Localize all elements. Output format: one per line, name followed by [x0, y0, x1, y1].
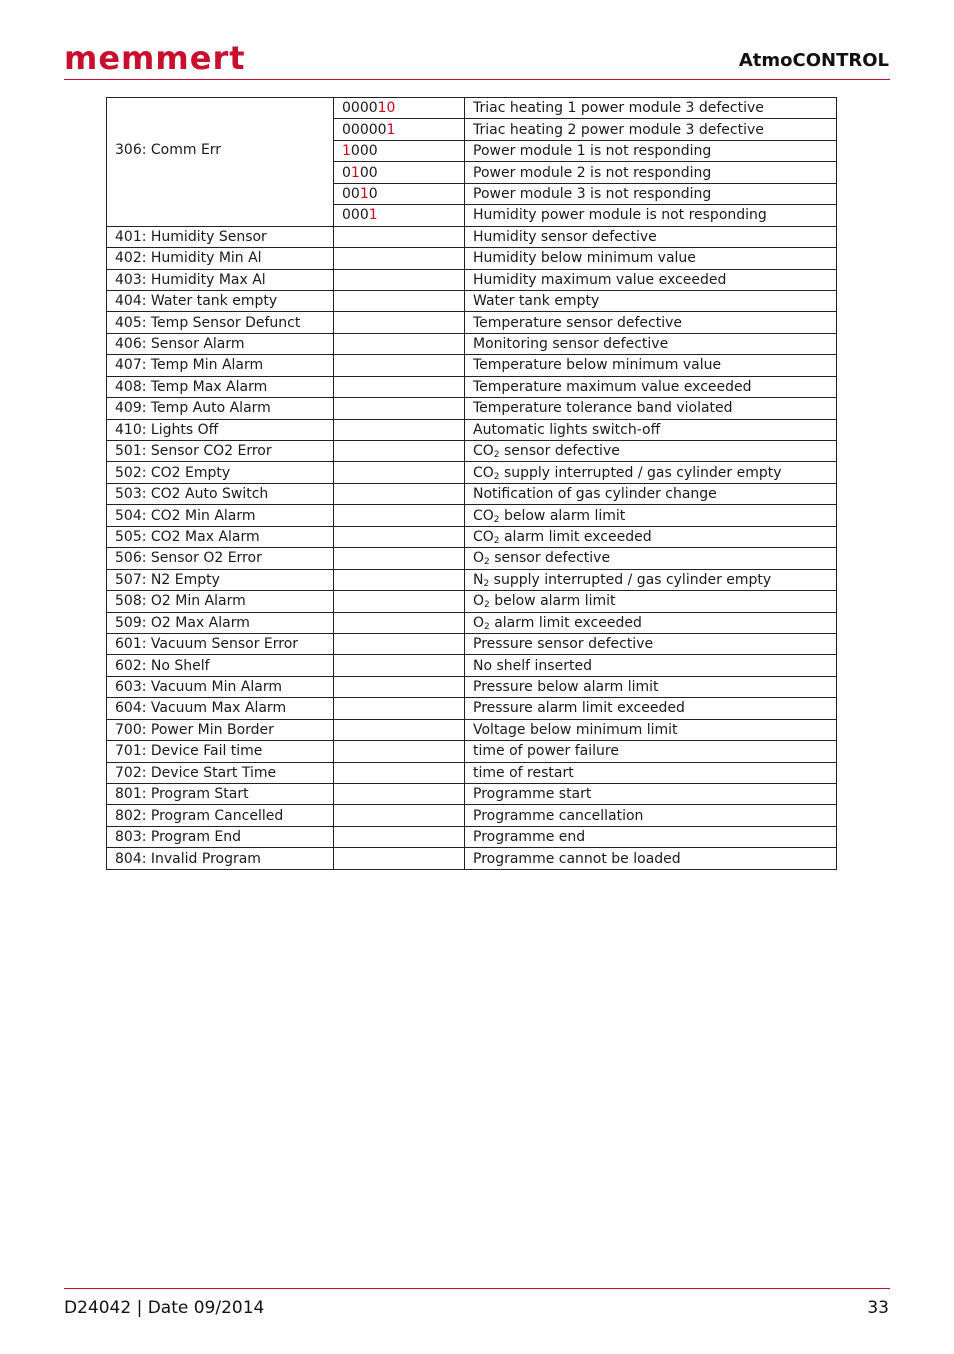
error-code-cell: 504: CO2 Min Alarm	[107, 505, 334, 526]
description-cell: Temperature maximum value exceeded	[465, 376, 837, 397]
formula-symbol: CO	[473, 464, 494, 481]
description-text: below alarm limit	[499, 507, 626, 524]
page-number: 33	[867, 1298, 889, 1318]
table-row	[107, 398, 837, 419]
error-code-cell: 507: N2 Empty	[107, 569, 334, 590]
description-cell	[465, 505, 837, 526]
table-row	[107, 248, 837, 269]
error-code-cell: 603: Vacuum Min Alarm	[107, 676, 334, 697]
bit-pattern-cell	[334, 376, 465, 397]
description-cell: Pressure sensor defective	[465, 633, 837, 654]
bit-pattern-tail: 000	[350, 143, 378, 160]
bit-pattern-highlight: 1	[368, 207, 378, 224]
bit-pattern-cell	[334, 591, 465, 612]
formula-subscript: 2	[493, 450, 500, 461]
table-row	[107, 655, 837, 676]
bit-pattern-cell	[334, 526, 465, 547]
bit-pattern-cell	[334, 762, 465, 783]
table-row	[107, 355, 837, 376]
error-code-cell: 604: Vacuum Max Alarm	[107, 698, 334, 719]
table-row	[107, 269, 837, 290]
bit-pattern-cell	[334, 226, 465, 247]
table-row	[107, 569, 837, 590]
description-cell: Automatic lights switch-off	[465, 419, 837, 440]
description-cell: Pressure alarm limit exceeded	[465, 698, 837, 719]
table-row	[107, 312, 837, 333]
description-text: below alarm limit	[489, 593, 616, 610]
description-cell	[465, 462, 837, 483]
formula-subscript: 2	[483, 578, 490, 589]
bit-pattern-cell	[334, 719, 465, 740]
table-row	[107, 462, 837, 483]
description-cell: Triac heating 1 power module 3 defective	[465, 98, 837, 119]
table-row	[107, 784, 837, 805]
bit-pattern-highlight: 1	[342, 143, 351, 160]
formula-symbol: O	[473, 550, 485, 567]
bit-pattern-cell	[334, 183, 465, 204]
logo-wordmark: memmert	[64, 39, 246, 77]
bit-pattern-cell	[334, 633, 465, 654]
bit-pattern-cell	[334, 462, 465, 483]
description-text: sensor defective	[499, 443, 620, 460]
description-text: supply interrupted / gas cylinder empty	[499, 464, 782, 481]
error-code-cell: 406: Sensor Alarm	[107, 333, 334, 354]
bit-pattern-normal: 00000	[342, 121, 387, 138]
description-cell: Programme cannot be loaded	[465, 848, 837, 869]
bit-pattern-cell	[334, 290, 465, 311]
error-code-cell: 802: Program Cancelled	[107, 805, 334, 826]
table-row	[107, 419, 837, 440]
description-cell	[465, 569, 837, 590]
error-code-label: 306: Comm Err	[115, 142, 222, 158]
bit-pattern-cell	[334, 612, 465, 633]
description-cell: Power module 1 is not responding	[465, 140, 837, 161]
table-row	[107, 441, 837, 462]
bit-pattern-cell	[334, 848, 465, 869]
error-code-cell: 804: Invalid Program	[107, 848, 334, 869]
formula-symbol: O	[473, 614, 485, 631]
error-code-cell: 403: Humidity Max Al	[107, 269, 334, 290]
table-row	[107, 633, 837, 654]
error-code-cell	[107, 98, 334, 227]
description-cell: Temperature sensor defective	[465, 312, 837, 333]
bit-pattern-cell	[334, 784, 465, 805]
error-code-cell: 803: Program End	[107, 826, 334, 847]
error-code-cell: 506: Sensor O2 Error	[107, 548, 334, 569]
formula-symbol: N	[473, 571, 484, 588]
formula-symbol: CO	[473, 507, 494, 524]
bit-pattern-cell	[334, 505, 465, 526]
bit-pattern-cell	[334, 162, 465, 183]
description-cell: Monitoring sensor defective	[465, 333, 837, 354]
error-code-cell: 407: Temp Min Alarm	[107, 355, 334, 376]
description-cell: Humidity maximum value exceeded	[465, 269, 837, 290]
bit-pattern-cell	[334, 676, 465, 697]
table-row	[107, 505, 837, 526]
description-cell	[465, 548, 837, 569]
error-code-cell: 410: Lights Off	[107, 419, 334, 440]
error-code-cell: 601: Vacuum Sensor Error	[107, 633, 334, 654]
description-text: sensor defective	[489, 550, 611, 567]
description-cell	[465, 526, 837, 547]
error-code-cell: 700: Power Min Border	[107, 719, 334, 740]
error-code-cell: 408: Temp Max Alarm	[107, 376, 334, 397]
bit-pattern-highlight: 10	[377, 100, 396, 117]
table-row	[107, 698, 837, 719]
footer-document-info: D24042 | Date 09/2014	[64, 1298, 265, 1318]
bit-pattern-cell	[334, 333, 465, 354]
bit-pattern-cell	[334, 419, 465, 440]
error-code-cell: 501: Sensor CO2 Error	[107, 441, 334, 462]
description-cell: Humidity sensor defective	[465, 226, 837, 247]
bit-pattern-normal: 0000	[342, 100, 378, 117]
bit-pattern-highlight: 1	[350, 164, 360, 181]
description-cell: Temperature below minimum value	[465, 355, 837, 376]
table-row	[107, 805, 837, 826]
bit-pattern-cell	[334, 248, 465, 269]
error-code-cell: 701: Device Fail time	[107, 741, 334, 762]
error-code-table-body	[107, 98, 837, 870]
description-cell: Voltage below minimum limit	[465, 719, 837, 740]
header-divider	[64, 79, 890, 80]
description-cell: Triac heating 2 power module 3 defective	[465, 119, 837, 140]
table-row	[107, 762, 837, 783]
description-cell: Notification of gas cylinder change	[465, 483, 837, 504]
bit-pattern-cell	[334, 548, 465, 569]
table-row	[107, 290, 837, 311]
table-row	[107, 591, 837, 612]
table-row	[107, 826, 837, 847]
description-text: alarm limit exceeded	[499, 528, 652, 545]
bit-pattern-cell	[334, 569, 465, 590]
description-cell: No shelf inserted	[465, 655, 837, 676]
error-code-table	[106, 97, 837, 870]
description-cell: Pressure below alarm limit	[465, 676, 837, 697]
error-code-cell: 702: Device Start Time	[107, 762, 334, 783]
bit-pattern-cell	[334, 119, 465, 140]
description-cell	[465, 591, 837, 612]
formula-symbol: O	[473, 593, 485, 610]
description-cell: Programme end	[465, 826, 837, 847]
error-code-cell: 509: O2 Max Alarm	[107, 612, 334, 633]
bit-pattern-cell	[334, 698, 465, 719]
bit-pattern-cell	[334, 269, 465, 290]
formula-subscript: 2	[484, 557, 490, 568]
error-code-cell: 602: No Shelf	[107, 655, 334, 676]
bit-pattern-tail: 00	[359, 164, 378, 181]
formula-subscript: 2	[484, 600, 490, 611]
bit-pattern-cell	[334, 741, 465, 762]
error-code-cell: 409: Temp Auto Alarm	[107, 398, 334, 419]
description-cell: Power module 3 is not responding	[465, 183, 837, 204]
error-code-cell: 801: Program Start	[107, 784, 334, 805]
formula-subscript: 2	[493, 471, 500, 482]
table-row	[107, 676, 837, 697]
description-cell: Programme start	[465, 784, 837, 805]
table-row	[107, 741, 837, 762]
table-row	[107, 226, 837, 247]
bit-pattern-cell	[334, 398, 465, 419]
description-cell	[465, 612, 837, 633]
table-row	[107, 98, 837, 119]
table-row	[107, 333, 837, 354]
error-code-cell: 505: CO2 Max Alarm	[107, 526, 334, 547]
table-row	[107, 848, 837, 869]
formula-subscript: 2	[493, 514, 500, 525]
error-code-cell: 402: Humidity Min Al	[107, 248, 334, 269]
error-code-cell: 503: CO2 Auto Switch	[107, 483, 334, 504]
page-header-title: AtmoCONTROL	[738, 50, 889, 71]
description-cell: Humidity below minimum value	[465, 248, 837, 269]
description-cell	[465, 441, 837, 462]
bit-pattern-cell	[334, 312, 465, 333]
formula-subscript: 2	[493, 535, 500, 546]
description-cell: Humidity power module is not responding	[465, 205, 837, 226]
bit-pattern-cell	[334, 805, 465, 826]
bit-pattern-normal: 00	[342, 185, 360, 202]
table-row	[107, 376, 837, 397]
description-cell: Water tank empty	[465, 290, 837, 311]
formula-subscript: 2	[484, 621, 490, 632]
description-cell: Temperature tolerance band violated	[465, 398, 837, 419]
table-row	[107, 548, 837, 569]
description-cell: time of restart	[465, 762, 837, 783]
error-code-cell: 404: Water tank empty	[107, 290, 334, 311]
bit-pattern-highlight: 1	[386, 121, 396, 138]
bit-pattern-cell	[334, 441, 465, 462]
bit-pattern-cell	[334, 98, 465, 119]
error-code-cell: 502: CO2 Empty	[107, 462, 334, 483]
formula-symbol: CO	[473, 443, 494, 460]
error-code-cell: 405: Temp Sensor Defunct	[107, 312, 334, 333]
bit-pattern-tail: 0	[368, 185, 378, 202]
bit-pattern-cell	[334, 355, 465, 376]
bit-pattern-cell	[334, 483, 465, 504]
footer-divider	[64, 1288, 890, 1289]
error-code-cell: 508: O2 Min Alarm	[107, 591, 334, 612]
bit-pattern-normal: 0	[342, 164, 351, 181]
table-row	[107, 483, 837, 504]
description-text: supply interrupted / gas cylinder empty	[489, 571, 772, 588]
bit-pattern-cell	[334, 655, 465, 676]
description-cell: Power module 2 is not responding	[465, 162, 837, 183]
bit-pattern-cell	[334, 826, 465, 847]
error-code-cell: 401: Humidity Sensor	[107, 226, 334, 247]
table-row	[107, 612, 837, 633]
table-row	[107, 719, 837, 740]
bit-pattern-highlight: 1	[359, 185, 369, 202]
description-cell: time of power failure	[465, 741, 837, 762]
bit-pattern-normal: 000	[342, 207, 369, 224]
bit-pattern-cell	[334, 205, 465, 226]
formula-symbol: CO	[473, 528, 494, 545]
memmert-logo	[64, 30, 246, 77]
table-row	[107, 526, 837, 547]
description-cell: Programme cancellation	[465, 805, 837, 826]
bit-pattern-cell	[334, 140, 465, 161]
description-text: alarm limit exceeded	[489, 614, 642, 631]
